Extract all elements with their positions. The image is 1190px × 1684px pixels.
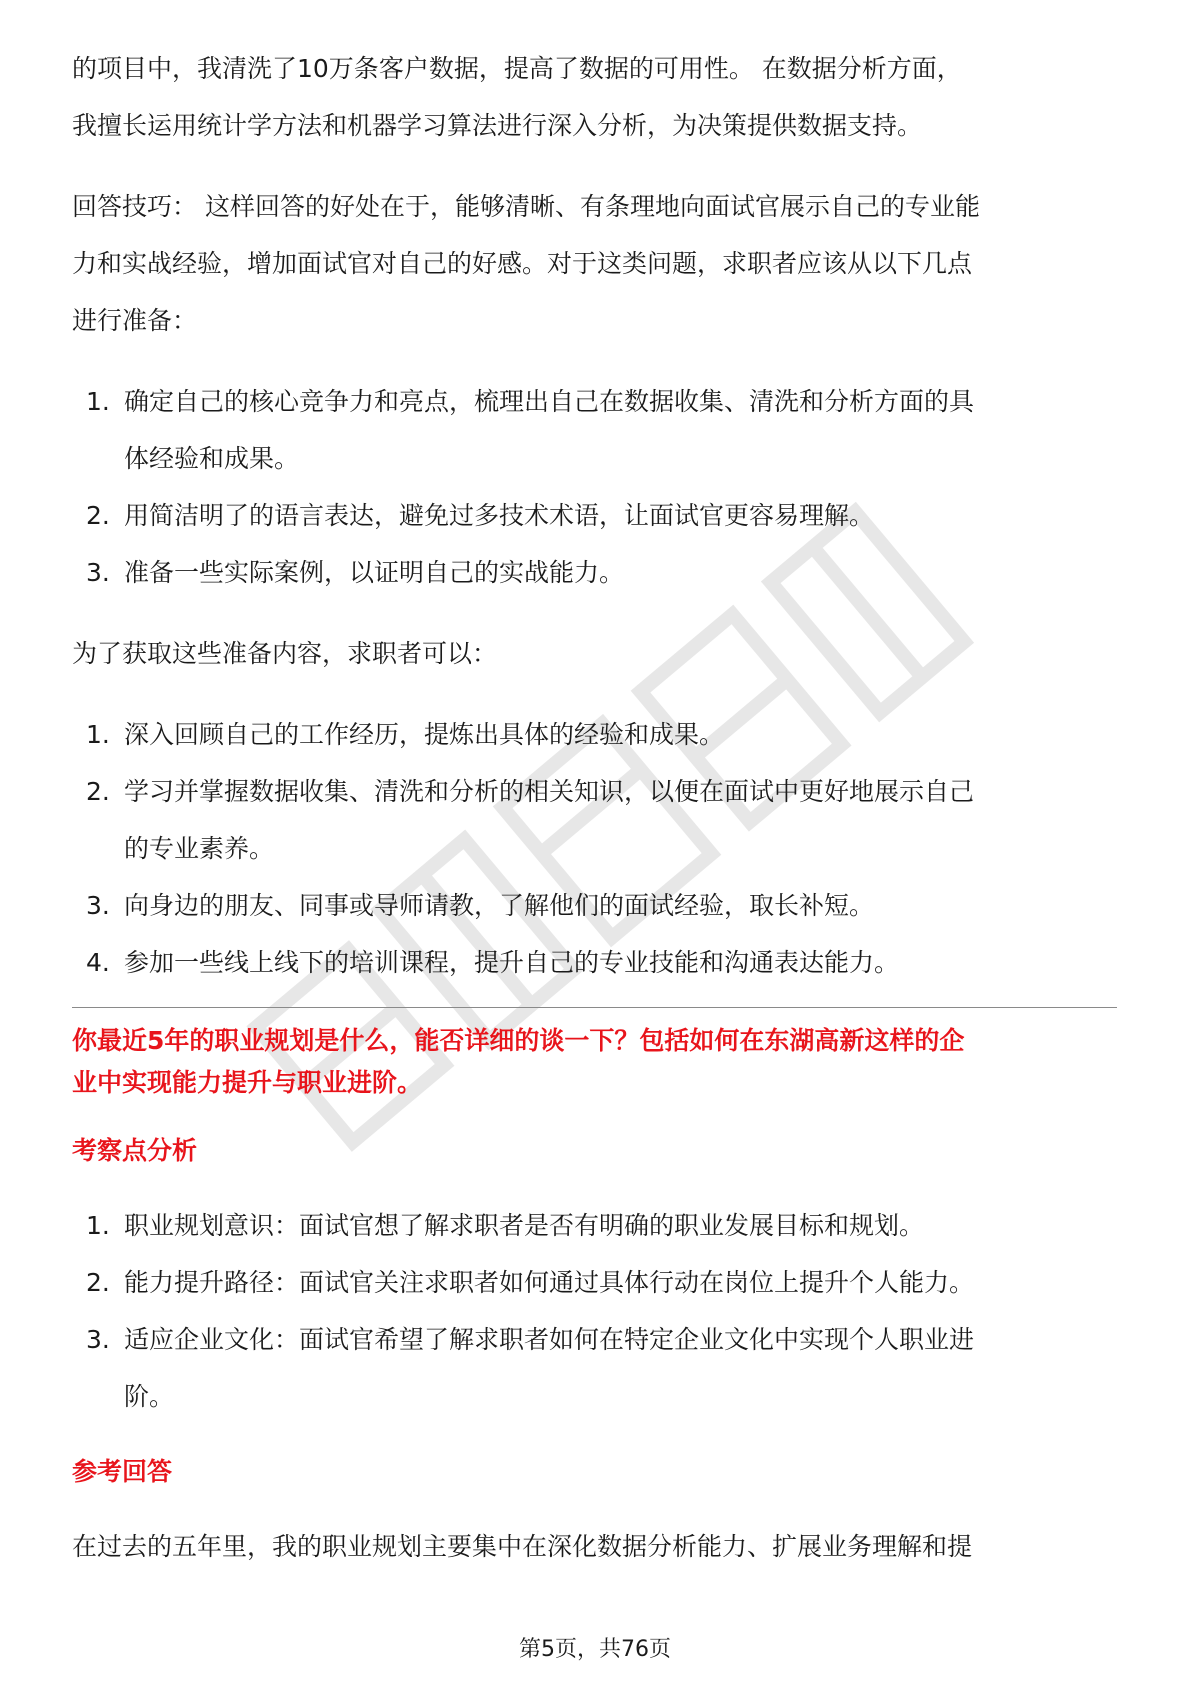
list-number: 2.: [86, 501, 110, 530]
list-text: 的专业素养。: [124, 834, 275, 863]
list-item: [72, 934, 1117, 991]
list-text: 用简洁明了的语言表达，避免过多技术术语，让面试官更容易理解。: [124, 501, 875, 530]
document-page: [72, 40, 1117, 1575]
list-item: [72, 706, 1117, 763]
list-text: 深入回顾自己的工作经历，提炼出具体的经验和成果。: [124, 720, 725, 749]
section-divider: [72, 1007, 1117, 1008]
list-item: [72, 1197, 1117, 1254]
question-line-1: 你最近5年的职业规划是什么，能否详细的谈一下？包括如何在东湖高新这样的企: [72, 1026, 965, 1055]
list-text: 确定自己的核心竞争力和亮点，梳理出自己在数据收集、清洗和分析方面的具: [124, 387, 975, 416]
prep-list: [72, 373, 1117, 601]
obtain-intro: 为了获取这些准备内容，求职者可以：: [72, 639, 498, 668]
intro-line-1: 的项目中，我清洗了10万条客户数据，提高了数据的可用性。 在数据分析方面，: [72, 54, 962, 83]
tips-line-2: 力和实战经验，增加面试官对自己的好感。对于这类问题，求职者应该从以下几点: [72, 249, 973, 278]
list-item: [72, 1254, 1117, 1311]
list-number: 2.: [86, 777, 110, 806]
list-text: 体经验和成果。: [124, 444, 300, 473]
list-item: [72, 763, 1117, 877]
list-text: 学习并掌握数据收集、清洗和分析的相关知识，以便在面试中更好地展示自己: [124, 777, 975, 806]
list-text: 准备一些实际案例，以证明自己的实战能力。: [124, 558, 625, 587]
list-text: 适应企业文化：面试官希望了解求职者如何在特定企业文化中实现个人职业进: [124, 1325, 975, 1354]
analysis-list: [72, 1197, 1117, 1425]
list-number: 1.: [86, 1211, 110, 1240]
answer-line-1: 在过去的五年里，我的职业规划主要集中在深化数据分析能力、扩展业务理解和提: [72, 1532, 973, 1561]
list-number: 3.: [86, 891, 110, 920]
list-number: 2.: [86, 1268, 110, 1297]
list-item: [72, 1311, 1117, 1425]
list-number: 3.: [86, 558, 110, 587]
question-line-2: 业中实现能力提升与职业进阶。: [72, 1068, 423, 1097]
list-item: [72, 373, 1117, 487]
page-footer: 第5页，共76页: [519, 1637, 671, 1662]
list-text: 能力提升路径：面试官关注求职者如何通过具体行动在岗位上提升个人能力。: [124, 1268, 975, 1297]
list-item: [72, 487, 1117, 544]
list-text: 向身边的朋友、同事或导师请教，了解他们的面试经验，取长补短。: [124, 891, 875, 920]
tips-line-3: 进行准备：: [72, 306, 198, 335]
list-number: 1.: [86, 387, 110, 416]
list-item: [72, 544, 1117, 601]
list-number: 4.: [86, 948, 110, 977]
list-number: 1.: [86, 720, 110, 749]
tips-line-1: 回答技巧： 这样回答的好处在于，能够清晰、有条理地向面试官展示自己的专业能: [72, 192, 980, 221]
obtain-list: [72, 706, 1117, 991]
list-text: 阶。: [124, 1382, 175, 1411]
answer-title: 参考回答: [72, 1457, 173, 1486]
list-text: 参加一些线上线下的培训课程，提升自己的专业技能和沟通表达能力。: [124, 948, 900, 977]
list-number: 3.: [86, 1325, 110, 1354]
analysis-title: 考察点分析: [72, 1136, 198, 1165]
intro-line-2: 我擅长运用统计学方法和机器学习算法进行深入分析，为决策提供数据支持。: [72, 111, 923, 140]
list-item: [72, 877, 1117, 934]
list-text: 职业规划意识：面试官想了解求职者是否有明确的职业发展目标和规划。: [124, 1211, 925, 1240]
